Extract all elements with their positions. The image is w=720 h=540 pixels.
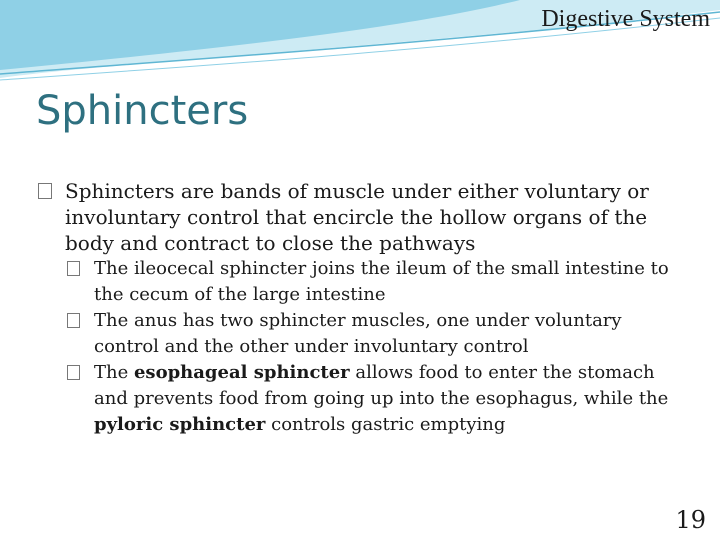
page-number: 19 [675,506,706,534]
bullet-text: The ileocecal sphincter joins the ileum of the small intestine to the cecum of the large intestine [94,258,669,305]
bullet-text-part: The [94,362,134,383]
list-item [67,308,688,360]
bullet-text-part: controls gastric emptying [265,414,506,435]
bullet-text: The anus has two sphincter muscles, one under voluntary control and the other under involuntary control [94,310,622,357]
bullet-text: Sphincters are bands of muscle under either voluntary or involuntary control that encircle the hollow organs of the body and contract to close the pathways [65,179,649,255]
slide-title: Sphincters [36,88,249,134]
bullet-box-icon [67,261,80,276]
list-item [67,256,688,308]
bullet-text-part: allows food to enter the stomach and prevents food from going up into the esophagus, while the [94,362,669,409]
list-item [67,360,688,438]
section-title: Digestive System [541,6,710,32]
bullet-list [38,178,688,438]
bold-term: esophageal sphincter [133,362,350,383]
list-item [38,178,688,256]
bullet-box-icon [67,313,80,328]
bold-term: pyloric sphincter [94,414,266,435]
bullet-box-icon [38,183,52,199]
bullet-box-icon [67,365,80,380]
